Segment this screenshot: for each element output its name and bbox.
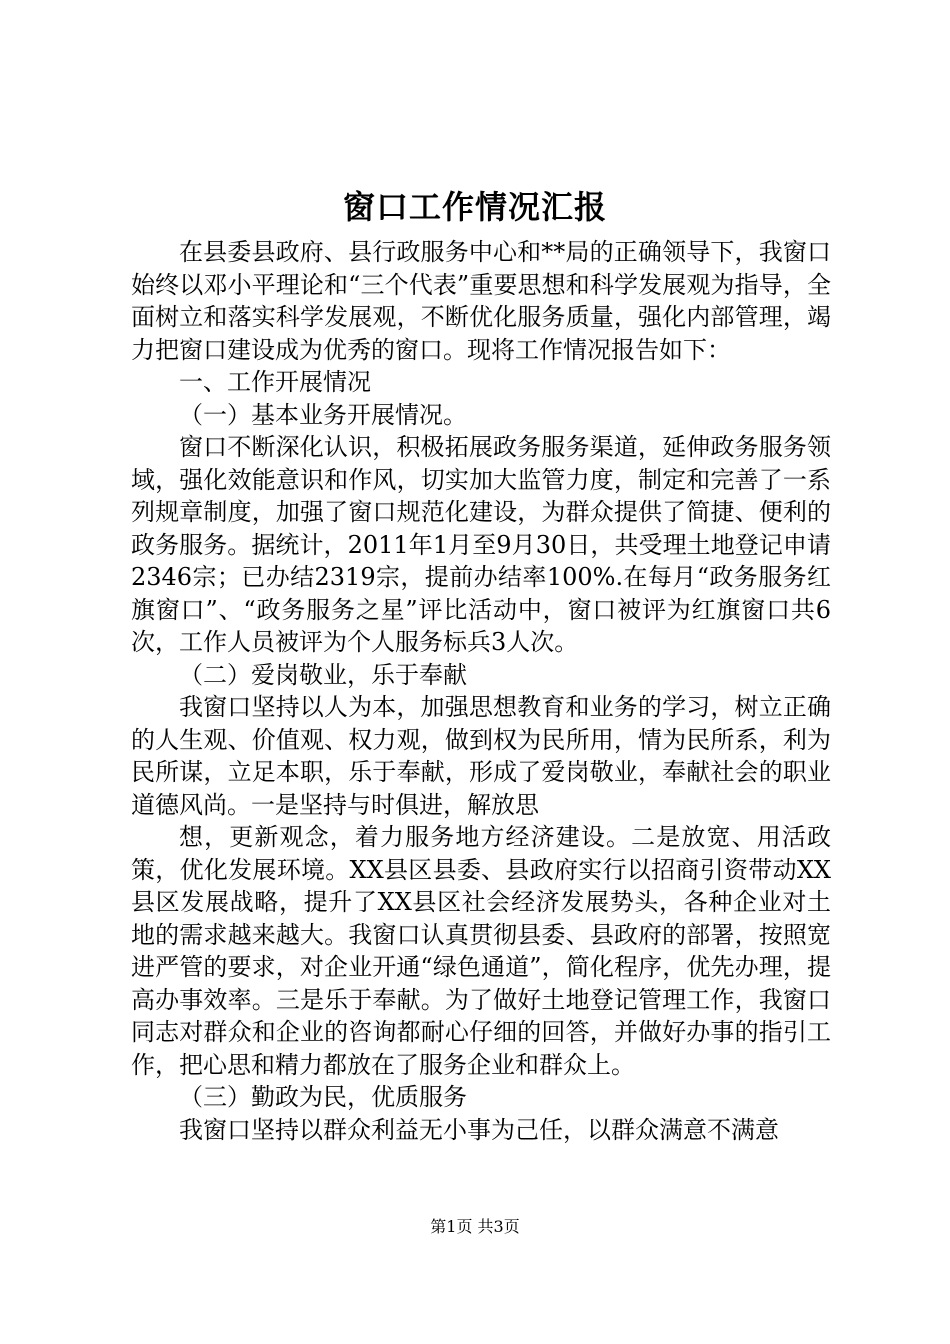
- document-title: 窗口工作情况汇报: [342, 188, 607, 226]
- paragraph-intro: 在县委县政府、县行政服务中心和**局的正确领导下，我窗口始终以邓小平理论和“三个代表”重要思想和科学发展观为指导，全面树立和落实科学发展观，不断优化服务质量，强化内部管理，竭力把窗口建设成为优秀的窗口。现将工作情况报告如下：: [131, 238, 831, 364]
- paragraph-dedication: 我窗口坚持以人为本，加强思想教育和业务的学习，树立正确的人生观、价值观、权力观，做到权为民所用，情为民所系，利为民所谋，立足本职，乐于奉献，形成了爱岗敬业，奉献社会的职业道德风尚。一是坚持与时俱进，解放思: [131, 693, 831, 819]
- page-footer: 第1页 共3页: [430, 1217, 520, 1236]
- subsection-heading-1: （一）基本业务开展情况。: [179, 400, 467, 429]
- paragraph-basic-business: 窗口不断深化认识，积极拓展政务服务渠道，延伸政务服务领域，强化效能意识和作风，切实加大监管力度，制定和完善了一系列规章制度，加强了窗口规范化建设，为群众提供了简捷、便利的政务服务。据统计，2011年1月至9月30日，共受理土地登记申请2346宗；已办结2319宗，提前办结率100%.在每月“政务服务红旗窗口”、“政务服务之星”评比活动中，窗口被评为红旗窗口共6次，工作人员被评为个人服务标兵3人次。: [131, 433, 831, 656]
- paragraph-dedication-continued: 想，更新观念，着力服务地方经济建设。二是放宽、用活政策，优化发展环境。XX县区县委、县政府实行以招商引资带动XX县区发展战略，提升了XX县区社会经济发展势头，各种企业对土地的需求越来越大。我窗口认真贯彻县委、县政府的部署，按照宽进严管的要求，对企业开通“绿色通道”，简化程序，优先办理，提高办事效率。三是乐于奉献。为了做好土地登记管理工作，我窗口同志对群众和企业的咨询都耐心仔细的回答，并做好办事的指引工作，把心思和精力都放在了服务企业和群众上。: [131, 823, 831, 1079]
- subsection-heading-3: （三）勤政为民，优质服务: [179, 1083, 467, 1111]
- section-heading-1: 一、工作开展情况: [179, 368, 371, 396]
- paragraph-service: 我窗口坚持以群众利益无小事为己任，以群众满意不满意: [179, 1115, 779, 1144]
- subsection-heading-2: （二）爱岗敬业，乐于奉献: [179, 660, 467, 689]
- document-body: [131, 236, 831, 1146]
